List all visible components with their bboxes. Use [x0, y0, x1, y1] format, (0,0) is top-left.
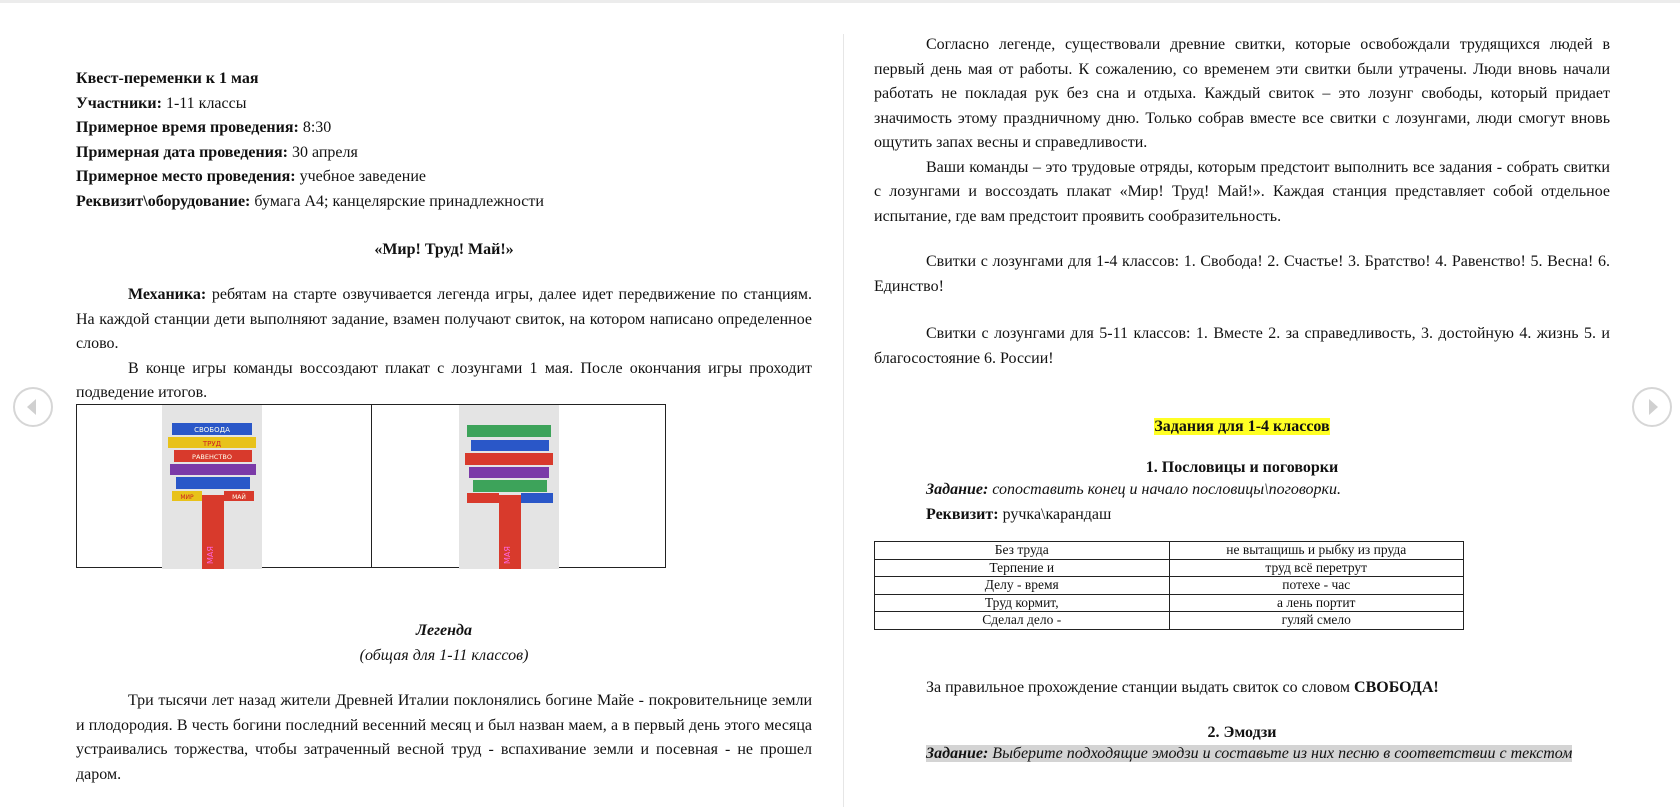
info-line: Реквизит\оборудование: бумага А4; канцелярские принадлежности [76, 192, 544, 210]
poster-label: СВОБОДА [194, 426, 230, 434]
table-row: Делу - время потехе - час [875, 577, 1464, 595]
doc-title: «Мир! Труд! Май!» [374, 241, 514, 258]
legend-subtitle: (общая для 1-11 классов) [359, 646, 529, 664]
info-line: Примерная дата проведения: 30 апреля [76, 143, 358, 161]
info-line: Примерное место проведения: учебное заведение [76, 168, 426, 185]
task1-requisite: Реквизит: ручка\карандаш [926, 505, 1112, 523]
mechanics-paragraph: Механика: ребятам на старте озвучивается легенда игры, далее идет передвижение по станциям. На каждой станции дети выполняют задание, взамен получают свиток, на котором написано определенное слово. [76, 286, 812, 352]
poster-cell [77, 405, 372, 568]
table-row: Сделал дело - гуляй смело [875, 612, 1464, 630]
task1-description: Задание: сопоставить конец и начало пословицы\поговорки. [926, 481, 1342, 498]
poster-label: ТРУД [202, 440, 222, 448]
intro-paragraph: Ваши команды – это трудовые отряды, которым предстоит выполнить все задания - собрать свитки с лозунгами и воссоздать плакат «Мир! Труд! Май!». Каждая станция представляет собой отдельное испытание, где вам предстоит проявить сообразительность. [874, 158, 1610, 225]
info-line: Квест-переменки к 1 мая [76, 70, 259, 87]
scrolls-5-11: Свитки с лозунгами для 5-11 классов: 1. Вместе 2. за справедливость, 3. достойную 4. жизнь 5. и благосостояние 6. России! [874, 325, 1610, 367]
table-row: Труд кормит, а лень портит [875, 594, 1464, 612]
info-line: Примерное время проведения: 8:30 [76, 119, 332, 136]
mechanics-section [76, 283, 812, 406]
task2-title: 2. Эмодзи [1207, 724, 1277, 741]
chevron-right-icon [1634, 389, 1670, 425]
poster-image [162, 405, 262, 569]
legend-paragraph: Три тысячи лет назад жители Древней Италии поклонялись богине Майе - покровительнице земли и плодородия. В честь богини последний весенний месяц и был назван маем, а в первый день этого месяца устраивались торжества, чтобы затраченный весной труд - вспахивание земли и посевная - не прошел даром. [76, 692, 812, 783]
poster-label: МАЯ [502, 546, 512, 564]
prev-page-button[interactable] [13, 387, 53, 427]
final-paragraph: В конце игры команды воссоздают плакат с лозунгами 1 мая. После окончания игры проходит подведение итогов. [76, 359, 812, 401]
next-page-button[interactable] [1632, 387, 1672, 427]
task1-details [926, 478, 1610, 527]
tasks-heading: Задания для 1-4 классов [1154, 418, 1330, 435]
poster-image [459, 405, 559, 569]
poster-label: МИР [180, 494, 194, 501]
proverbs-table [874, 541, 1464, 630]
info-line: Участники: 1-11 классы [76, 94, 247, 112]
intro-paragraph: Согласно легенде, существовали древние свитки, которые освобождали трудящихся людей в первый день мая от работы. К сожалению, со временем эти свитки были утрачены. Люди вновь начали работать не покладая рук без сна и отдыха. Каждый свиток – это лозунг свободы, который придает значимость этому праздничному дню. Только собрав вместе все свитки с лозунгами, люди смогут вновь ощутить запах весны и справедливости. [874, 36, 1610, 151]
intro-section [874, 33, 1610, 229]
scrolls-1-4: Свитки с лозунгами для 1-4 классов: 1. Свобода! 2. Счастье! 3. Братство! 4. Равенство! 5. Весна! 6. Единство! [874, 253, 1610, 295]
poster-label: РАВЕНСТВО [192, 453, 232, 461]
poster-table [76, 404, 666, 568]
reward-line: За правильное прохождение станции выдать свиток со словом СВОБОДА! [926, 679, 1439, 696]
poster-cell [371, 405, 666, 568]
task1-title: 1. Пословицы и поговорки [1145, 459, 1339, 476]
table-row: Без труда не вытащишь и рыбку из пруда [875, 542, 1464, 560]
legend-title: Легенда [416, 622, 472, 639]
task2-description: Задание: Выберите подходящие эмодзи и составьте из них песню в соответствии с текстом [926, 745, 1573, 762]
page-divider [843, 34, 844, 807]
event-info [76, 67, 812, 214]
chevron-left-icon [15, 389, 51, 425]
legend-heading [76, 619, 812, 668]
viewer-top-bar [0, 0, 1680, 3]
poster-label: МАЙ [232, 494, 246, 501]
poster-label: МАЯ [206, 546, 215, 564]
table-row: Терпение и труд всё перетрут [875, 559, 1464, 577]
